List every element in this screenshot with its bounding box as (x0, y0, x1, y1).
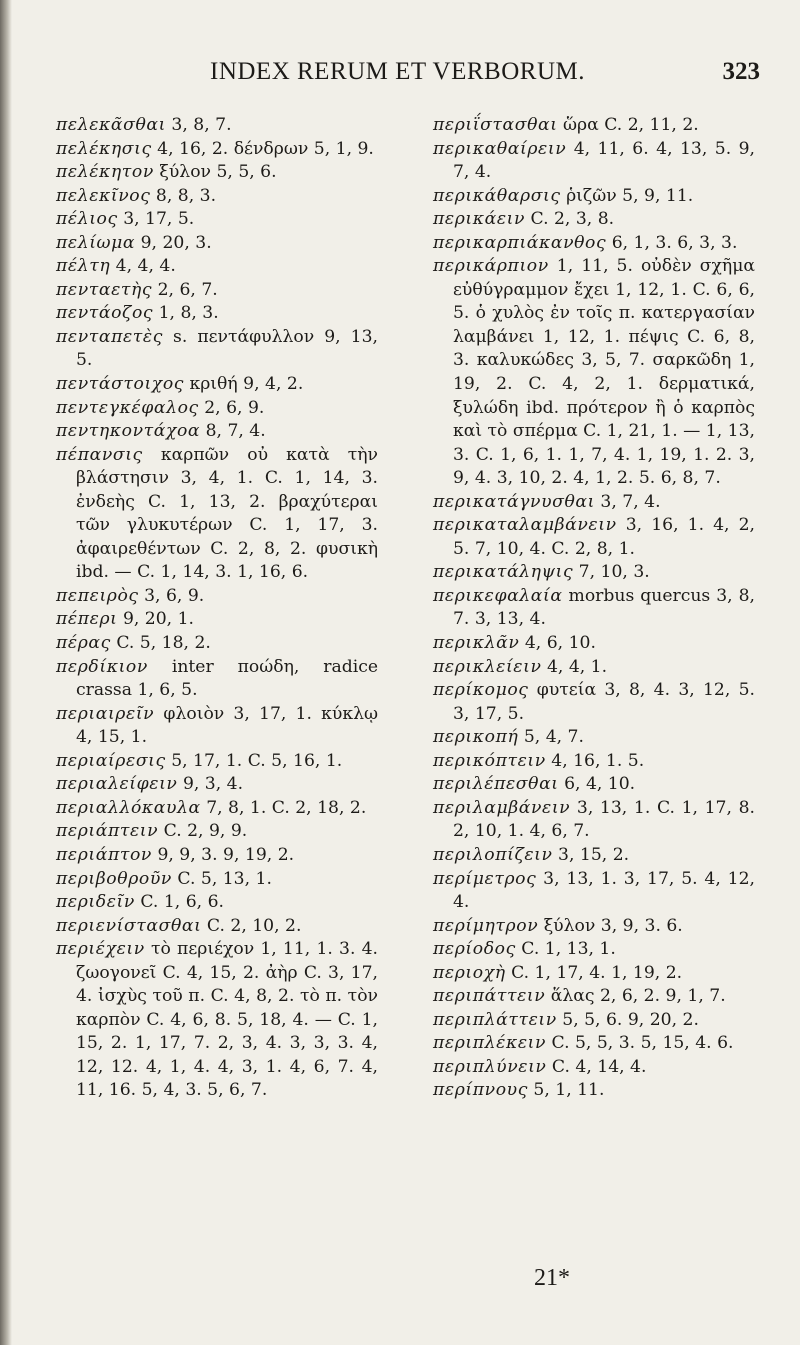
index-entry (433, 868, 755, 915)
entry-headword: περιλέπεσθαι (433, 774, 559, 795)
entry-headword: περικλείειν (433, 656, 542, 677)
entry-references: 2, 6, 9. (198, 397, 265, 418)
index-entry (433, 750, 755, 774)
entry-references: καρπῶν οὐ κατὰ τὴν βλάστησιν 3, 4, 1. C. 1, 14, 3. ἐνδεὴς C. 1, 13, 2. βραχύτεραι τῶν γλυκυτέρων C. 1, 17, 3. ἀφαιρεθέντων C. 2, 8, 2. φυσικὴ ibd. — C. 1, 14, 3. 1, 16, 6. (76, 444, 378, 583)
entry-references: inter ποώδη, radice crassa 1, 6, 5. (76, 656, 378, 701)
index-entry (433, 985, 755, 1009)
entry-references: 3, 13, 1. C. 1, 17, 8. 2, 10, 1. 4, 6, 7. (453, 797, 755, 842)
entry-references: C. 1, 6, 6. (134, 892, 224, 913)
entry-headword: περιαίρεσις (56, 750, 166, 771)
entry-references: φυτεία 3, 8, 4. 3, 12, 5. 3, 17, 5. (453, 680, 755, 724)
entry-references: 4, 16, 1. 5. (545, 750, 645, 771)
entry-headword: πεντάοζος (56, 303, 154, 324)
entry-headword: πεντεγκέφαλος (56, 397, 199, 418)
entry-headword: πελεκῖνος (56, 185, 151, 206)
entry-references: 4, 16, 2. δένδρων 5, 1, 9. (151, 138, 374, 159)
index-entry (433, 255, 755, 490)
entry-headword: περιπλύνειν (433, 1056, 547, 1077)
entry-references: 3, 15, 2. (552, 844, 630, 865)
index-entry (433, 797, 755, 844)
entry-references: C. 2, 3, 8. (525, 209, 615, 230)
entry-references: ὥρα C. 2, 11, 2. (557, 115, 699, 135)
index-entry (56, 656, 378, 703)
entry-references: 3, 6, 9. (138, 585, 205, 606)
index-entry (433, 962, 755, 986)
index-entry (433, 208, 755, 232)
entry-references: 7, 10, 3. (573, 562, 650, 583)
index-entry (56, 420, 378, 444)
index-entry (56, 938, 378, 1103)
entry-headword: περίκομος (433, 680, 529, 701)
entry-references: 8, 8, 3. (150, 185, 217, 206)
right-index-column (433, 114, 755, 1103)
entry-headword: περιαλείφειν (56, 774, 178, 795)
entry-references: 3, 7, 4. (594, 491, 661, 512)
entry-headword: πεντηκοντάχοα (56, 421, 201, 442)
entry-headword: περικεφαλαία (433, 585, 563, 606)
entry-references: C. 4, 14, 4. (546, 1056, 647, 1077)
entry-headword: πελίωμα (56, 232, 136, 253)
entry-references: 8, 7, 4. (200, 421, 266, 442)
entry-references: ξύλον 5, 5, 6. (153, 162, 277, 183)
index-entry (56, 773, 378, 797)
entry-headword: περιενίστασθαι (56, 915, 202, 936)
binding-edge (0, 0, 12, 1345)
entry-references: 1, 11, 5. οὐδὲν σχῆμα εὐθύγραμμον ἔχει 1, 12, 1. C. 6, 6, 5. ὁ χυλὸς ἐν τοῖς π. κατεργασίαν λαμβάνει 1, 12, 1. πέψις C. 6, 8, 3. καλυκώδες 3, 5, 7. σαρκῶδη 1, 19, 2. C. 4, 2, 1. δερματικά, ξυλώδη ibd. πρότερον ἢ ὁ καρπὸς καὶ τὸ σπέρμα C. 1, 21, 1. — 1, 13, 3. C. 1, 6, 1. 1, 7, 4. 1, 19, 1. 2. 3, 9, 4. 3, 10, 2. 4, 1, 2. 5. 6, 8, 7. (453, 256, 755, 489)
entry-references: 3, 16, 1. 4, 2, 5. 7, 10, 4. C. 2, 8, 1. (453, 515, 755, 559)
index-entry (433, 491, 755, 515)
index-entry (433, 1056, 755, 1080)
running-title: INDEX RERUM ET VERBORUM. (210, 58, 585, 85)
entry-references: 9, 3, 4. (177, 774, 244, 795)
index-entry (56, 797, 378, 821)
entry-headword: περιβοθροῦν (56, 868, 172, 889)
entry-headword: περικαρπιάκανθος (433, 232, 607, 253)
left-index-column (56, 114, 378, 1103)
entry-references: ξύλον 3, 9, 3. 6. (538, 915, 683, 936)
entry-headword: περιΐστασθαι (433, 115, 558, 135)
entry-headword: περιδεῖν (56, 892, 135, 913)
index-entry (56, 444, 378, 585)
entry-headword: περιπάττειν (433, 986, 546, 1007)
entry-references: 4, 4, 1. (541, 656, 608, 677)
index-entry (56, 208, 378, 232)
entry-headword: περίπνους (433, 1080, 528, 1101)
index-entry (56, 138, 378, 162)
entry-references: C. 1, 13, 1. (515, 939, 616, 960)
entry-references: 1, 8, 3. (153, 303, 219, 324)
entry-headword: πεπειρὸς (56, 585, 139, 606)
entry-headword: περικαθαίρειν (433, 138, 567, 159)
entry-headword: πελεκᾶσθαι (56, 115, 166, 135)
entry-headword: πελέκησις (56, 138, 152, 159)
index-entry (433, 114, 755, 138)
entry-references: morbus quercus 3, 8, 7. 3, 13, 4. (453, 585, 755, 630)
entry-headword: πέπανσις (56, 444, 143, 465)
entry-references: C. 1, 17, 4. 1, 19, 2. (505, 962, 683, 983)
entry-references: C. 5, 5, 3. 5, 15, 4. 6. (546, 1033, 734, 1054)
entry-references: C. 5, 13, 1. (171, 868, 272, 889)
index-entry (56, 161, 378, 185)
entry-references: κριθή 9, 4, 2. (184, 374, 304, 395)
index-entry (433, 1032, 755, 1056)
index-entry (433, 232, 755, 256)
entry-headword: πενταετὴς (56, 279, 153, 300)
entry-headword: πέλιος (56, 209, 118, 230)
index-entry (433, 585, 755, 632)
entry-headword: περιπλάττειν (433, 1009, 557, 1030)
index-entry (56, 703, 378, 750)
index-entry (56, 326, 378, 373)
index-entry (433, 773, 755, 797)
entry-headword: περικαταλαμβάνειν (433, 515, 617, 536)
index-entry (433, 632, 755, 656)
entry-references: 9, 20, 3. (135, 232, 212, 253)
entry-headword: περιλαμβάνειν (433, 797, 571, 818)
entry-references: 5, 17, 1. C. 5, 16, 1. (165, 750, 343, 771)
page-number: 323 (722, 58, 760, 85)
entry-references: 4, 6, 10. (519, 633, 596, 654)
entry-references: C. 2, 10, 2. (201, 915, 302, 936)
entry-references: 2, 6, 7. (152, 279, 218, 300)
entry-headword: περίμετρος (433, 868, 537, 889)
entry-headword: περικλᾶν (433, 633, 520, 654)
index-entry (56, 915, 378, 939)
entry-headword: περικοπή (433, 727, 519, 748)
entry-references: 3, 17, 5. (117, 209, 195, 230)
entry-references: s. πεντάφυλλον 9, 13, 5. (76, 326, 378, 371)
index-entry (433, 1079, 755, 1103)
entry-headword: περικάρπιον (433, 256, 549, 277)
entry-headword: πέρας (56, 633, 111, 654)
index-entry (56, 891, 378, 915)
index-entry (56, 232, 378, 256)
entry-headword: περίοδος (433, 939, 516, 960)
entry-headword: περικάθαρσις (433, 185, 561, 206)
entry-references: 9, 9, 3. 9, 19, 2. (151, 844, 295, 865)
entry-headword: πελέκητον (56, 162, 154, 183)
entry-references: 5, 1, 11. (527, 1080, 605, 1101)
entry-headword: περιάπτειν (56, 821, 159, 842)
entry-headword: περιαλλόκαυλα (56, 797, 201, 818)
index-entry (433, 938, 755, 962)
entry-references: 5, 5, 6. 9, 20, 2. (556, 1009, 699, 1030)
index-entry (433, 561, 755, 585)
index-entry (433, 679, 755, 726)
entry-references: 6, 4, 10. (558, 774, 636, 795)
entry-references: 4, 4, 4. (110, 256, 176, 277)
entry-headword: πενταπετὲς (56, 326, 163, 347)
entry-references: ἅλας 2, 6, 2. 9, 1, 7. (545, 986, 726, 1007)
index-entry (433, 726, 755, 750)
index-entry (56, 868, 378, 892)
index-entry (433, 138, 755, 185)
index-entry (56, 302, 378, 326)
entry-headword: περικατάγνυσθαι (433, 491, 595, 512)
entry-headword: περδίκιον (56, 656, 148, 677)
entry-headword: πέλτη (56, 256, 111, 277)
index-entry (56, 608, 378, 632)
index-entry (433, 915, 755, 939)
entry-headword: περιέχειν (56, 939, 145, 960)
entry-headword: περικατάληψις (433, 562, 574, 583)
index-entry (56, 279, 378, 303)
entry-headword: περίμητρον (433, 915, 539, 936)
entry-references: 4, 11, 6. 4, 13, 5. 9, 7, 4. (453, 138, 755, 183)
entry-references: τὸ περιέχον 1, 11, 1. 3. 4. ζωογονεῖ C. 4, 15, 2. ἀὴρ C. 3, 17, 4. ἰσχὺς τοῦ π. C. 4, 8, 2. τὸ π. τὸν καρπὸν C. 4, 6, 8. 5, 18, 4. — C. 1, 15, 2. 1, 17, 7. 2, 3, 4. 3, 3, 3. 4, 12, 12. 4, 1, 4. 4, 3, 1. 4, 6, 7. 4, 11, 16. 5, 4, 3. 5, 6, 7. (76, 939, 378, 1101)
entry-references: C. 5, 18, 2. (110, 633, 211, 654)
entry-headword: περιπλέκειν (433, 1033, 547, 1054)
index-entry (433, 514, 755, 561)
index-entry (56, 255, 378, 279)
entry-references: 9, 20, 1. (117, 609, 195, 630)
index-entry (56, 397, 378, 421)
index-entry (433, 656, 755, 680)
entry-references: 5, 4, 7. (518, 727, 584, 748)
entry-headword: περικάειν (433, 209, 526, 230)
signature-mark: 21* (534, 1265, 570, 1291)
entry-headword: πεντάστοιχος (56, 374, 184, 395)
index-entry (56, 585, 378, 609)
index-entry (433, 185, 755, 209)
entry-references: 3, 13, 1. 3, 17, 5. 4, 12, 4. (453, 868, 755, 913)
index-entry (56, 632, 378, 656)
index-entry (56, 820, 378, 844)
index-entry (56, 373, 378, 397)
entry-references: C. 2, 9, 9. (158, 821, 248, 842)
entry-references: 3, 8, 7. (165, 115, 232, 135)
running-head (60, 58, 760, 92)
entry-references: φλοιὸν 3, 17, 1. κύκλῳ 4, 15, 1. (76, 703, 378, 748)
index-entry (433, 1009, 755, 1033)
index-entry (56, 185, 378, 209)
index-entry (56, 750, 378, 774)
entry-headword: πέπερι (56, 609, 118, 630)
entry-references: ῥιζῶν 5, 9, 11. (560, 185, 694, 206)
entry-headword: περιοχὴ (433, 962, 506, 983)
index-entry (56, 844, 378, 868)
entry-headword: περιαιρεῖν (56, 703, 155, 724)
entry-references: 7, 8, 1. C. 2, 18, 2. (200, 797, 367, 818)
entry-headword: περικόπτειν (433, 750, 546, 771)
entry-references: 6, 1, 3. 6, 3, 3. (606, 232, 738, 253)
entry-headword: περιλοπίζειν (433, 844, 553, 865)
index-entry (433, 844, 755, 868)
entry-headword: περιάπτον (56, 844, 152, 865)
index-entry (56, 114, 378, 138)
